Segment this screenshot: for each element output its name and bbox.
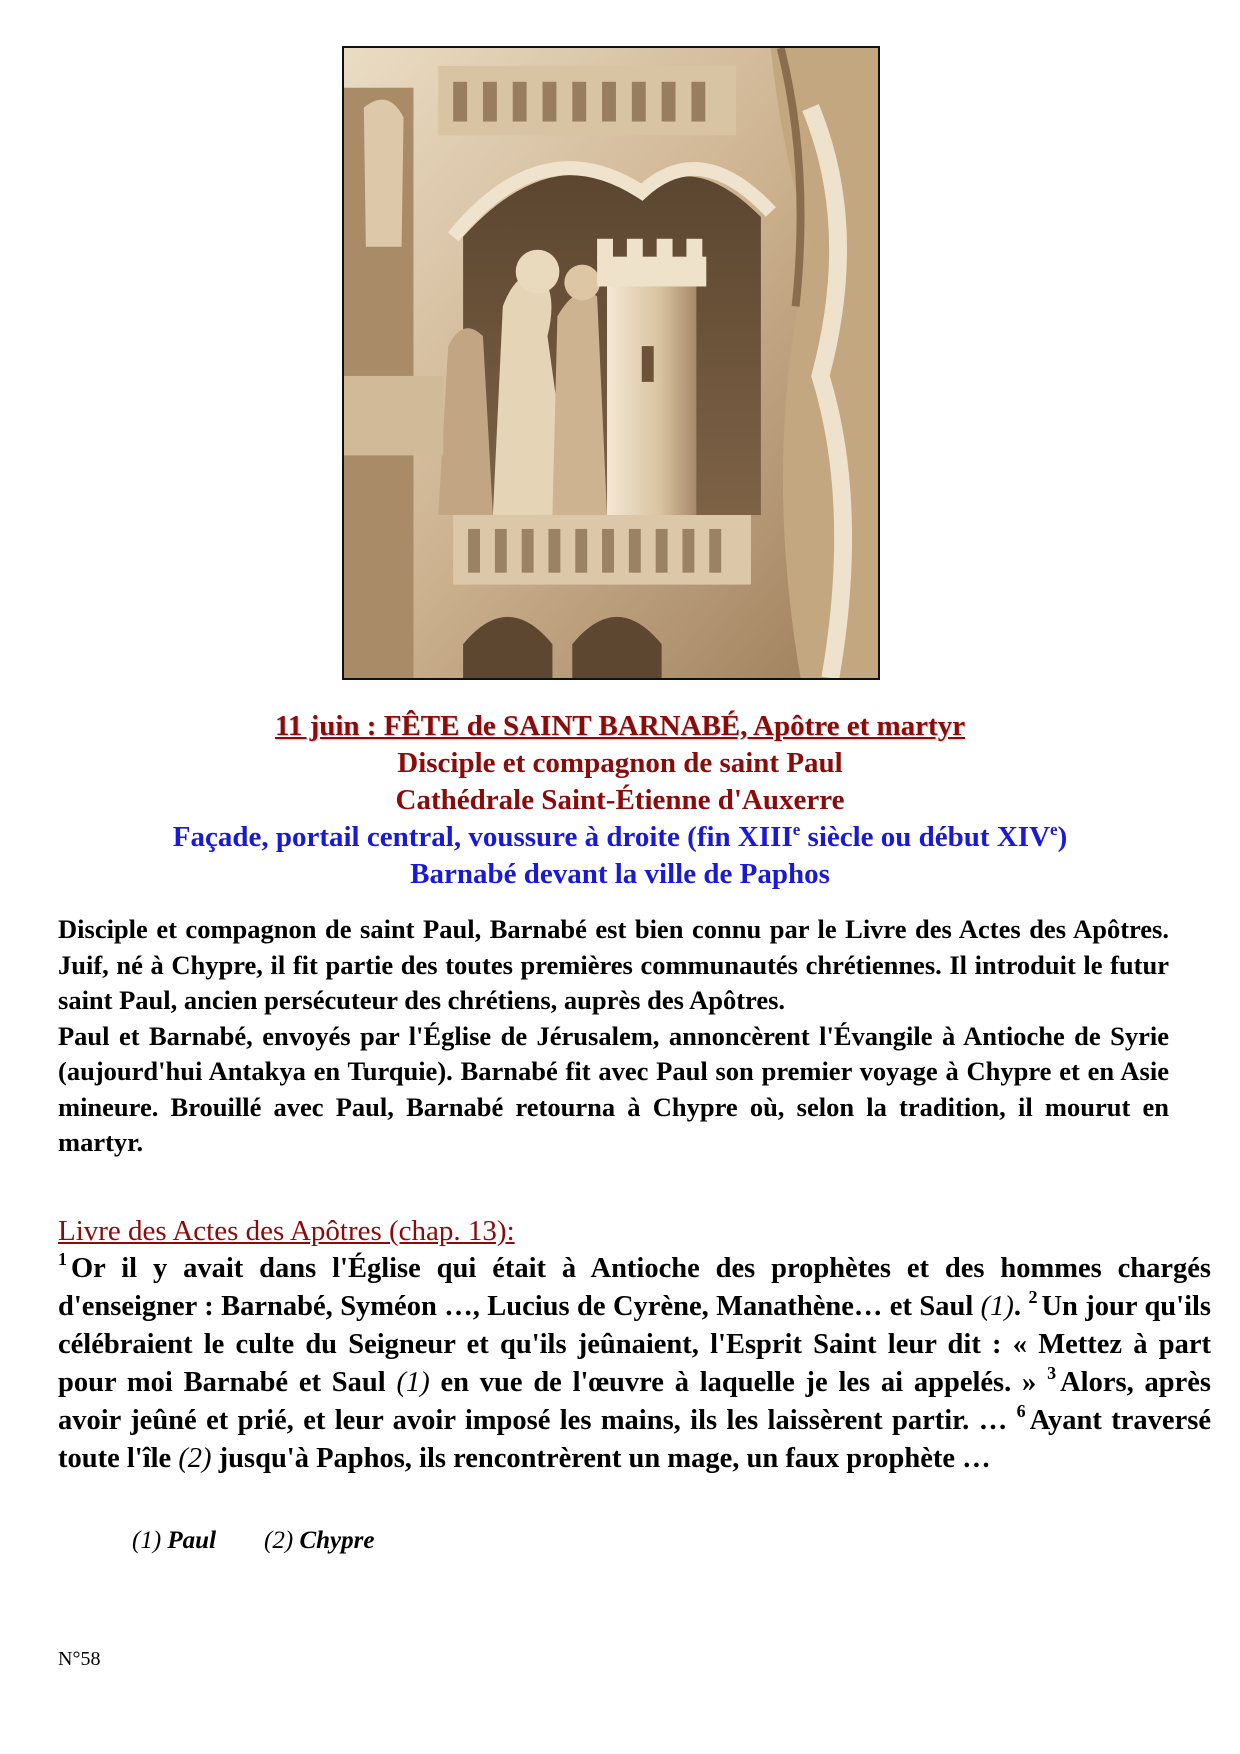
location-sup-1: e [792,820,801,839]
acts-heading: Livre des Actes des Apôtres (chap. 13): [58,1215,515,1247]
footnote-2-word: Chypre [299,1527,375,1554]
subtitle-cathedral: Cathédrale Saint-Étienne d'Auxerre [395,784,845,816]
subtitle-location [0,819,1240,856]
verse-number-2: 2 [1028,1287,1038,1307]
verse-6-text: Ayant traversé toute l'île [58,1405,1211,1474]
footnote-1-word: Paul [167,1527,217,1554]
verse-2-text: Un jour qu'ils célébraient le culte du Seigneur et qu'ils jeûnaient, l'Esprit Saint leur dit : « Mettez à part pour moi Barnabé et Saul [58,1291,1211,1398]
verse-1-ref: (1) [980,1291,1014,1322]
verse-2-end: en vue de l'œuvre à laquelle je les ai appelés. » [429,1367,1048,1398]
verse-6-end: jusqu'à Paphos, ils rencontrèrent un mage, un faux prophète … [211,1443,991,1474]
location-part-3: ) [1057,821,1068,853]
subtitle-disciple: Disciple et compagnon de saint Paul [397,747,843,779]
verse-number-1: 1 [58,1249,67,1269]
intro-text [58,912,1169,1161]
sculpture-illustration [344,48,878,678]
footnote-2-ref: (2) [264,1527,294,1554]
verse-6-ref: (2) [178,1443,212,1474]
page-number: N°58 [58,1648,101,1670]
location-sup-2: e [1050,820,1058,839]
verse-number-6: 6 [1016,1401,1026,1421]
verse-1-end: . [1013,1291,1029,1322]
subtitle-scene: Barnabé devant la ville de Paphos [410,858,830,890]
sculpture-photo [342,46,880,680]
verse-2-ref: (1) [396,1367,430,1398]
footnote-2 [264,1527,374,1554]
acts-passage [58,1250,1211,1478]
verse-3-text: Alors, après avoir jeûné et prié, et leur avoir imposé les mains, ils les laissèrent partir. … [58,1367,1211,1436]
footnote-1-ref: (1) [132,1527,162,1554]
intro-paragraph-2: Paul et Barnabé, envoyés par l'Église de Jérusalem, annoncèrent l'Évangile à Antioche de Syrie (aujourd'hui Antakya en Turquie). Barnabé fit avec Paul son premier voyage à Chypre et en Asie mineure. Brouillé avec Paul, Barnabé retourna à Chypre où, selon la tradition, il mourut en martyr. [58,1020,1169,1157]
feast-title: 11 juin : FÊTE de SAINT BARNABÉ, Apôtre et martyr [274,710,966,742]
verse-1-text: Or il y avait dans l'Église qui était à Antioche des prophètes et des hommes chargés d'enseigner : Barnabé, Syméon …, Lucius de Cyrène, Manathène… et Saul [58,1253,1211,1322]
location-part-2: siècle ou début XIV [800,821,1051,853]
title-block [0,708,1240,893]
verse-number-3: 3 [1047,1363,1057,1383]
footnote-1 [132,1527,216,1554]
footnotes [132,1526,374,1556]
intro-paragraph-1: Disciple et compagnon de saint Paul, Barnabé est bien connu par le Livre des Actes des Apôtres. Juif, né à Chypre, il fit partie des toutes premières communautés chrétiennes. Il introduit le futur saint Paul, ancien persécuteur des chrétiens, auprès des Apôtres. [58,914,1169,1015]
location-part-1: Façade, portail central, voussure à droite (fin XIII [172,821,793,853]
